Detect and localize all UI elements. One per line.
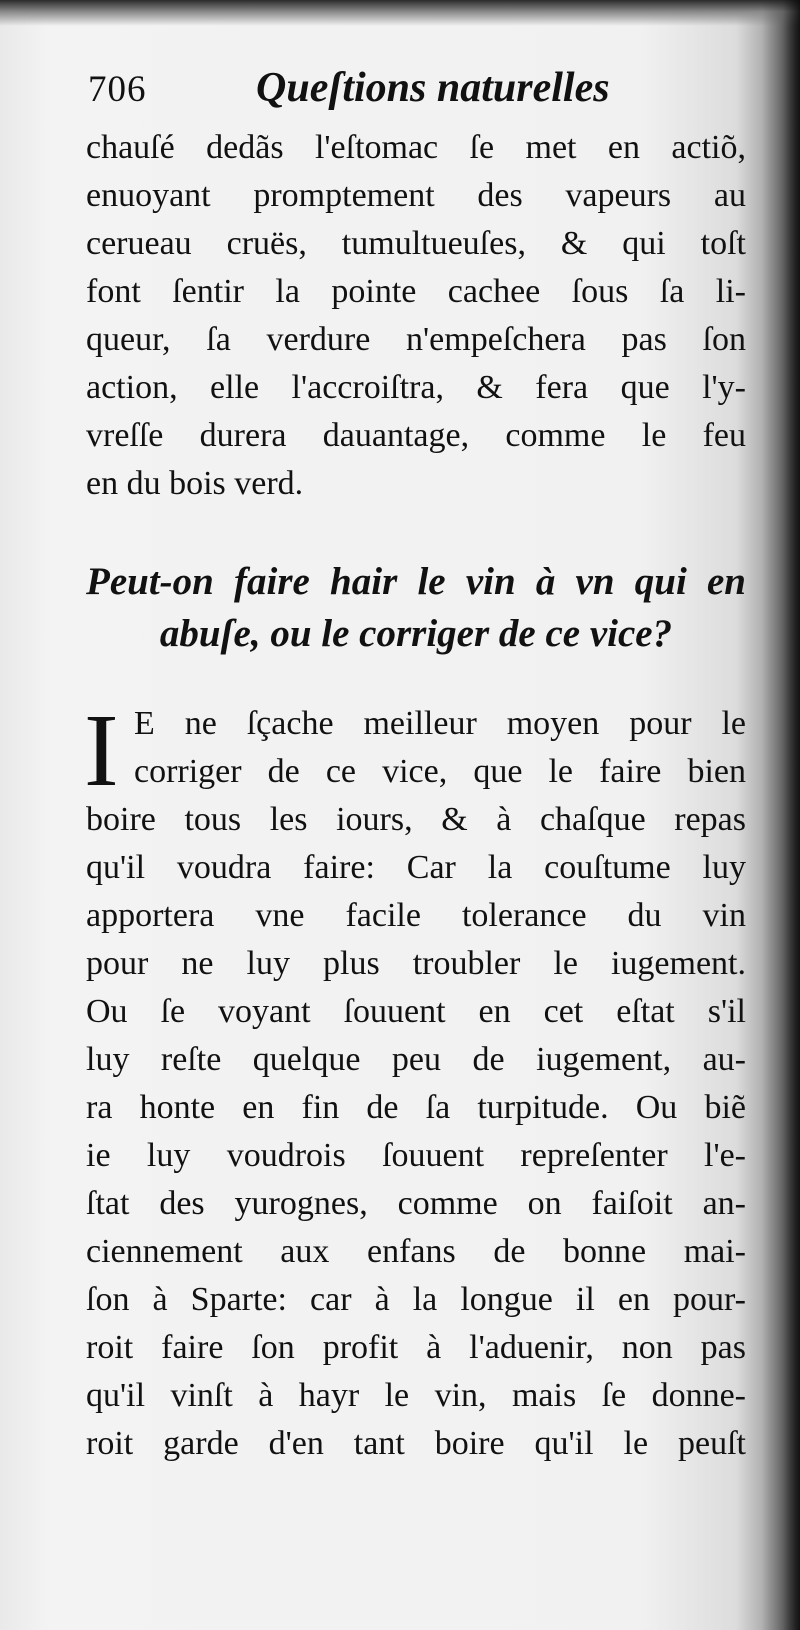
text-line: roit faire ſon profit à l'aduenir, non pas [86, 1329, 746, 1366]
text-line: queur, ſa verdure n'empeſchera pas ſon [86, 321, 746, 358]
text-line: chauſé dedãs l'eſtomac ſe met en actiõ, [86, 129, 746, 166]
text-line: Ou ſe voyant ſouuent en cet eſtat s'il [86, 993, 746, 1030]
text-line: luy reſte quelque peu de iugement, au- [86, 1041, 746, 1078]
text-line: ſon à Sparte: car à la longue il en pour- [86, 1281, 746, 1318]
running-title: Queſtions naturelles [256, 65, 610, 111]
drop-cap: I [84, 693, 119, 808]
intro-paragraph [86, 124, 746, 508]
text-line: qu'il vinſt à hayr le vin, mais ſe donne- [86, 1377, 746, 1414]
text-line: en du bois verd. [86, 465, 304, 502]
text-line: boire tous les iours, & à chaſque repas [86, 801, 746, 838]
page-number: 706 [88, 69, 147, 110]
text-line: E ne ſçache meilleur moyen pour le [134, 705, 746, 742]
page-header [88, 58, 748, 114]
body-paragraph [84, 693, 746, 1468]
section-heading [86, 556, 746, 660]
heading-line: Peut-on faire hair le vin à vn qui en [86, 560, 746, 603]
text-line: ciennement aux enfans de bonne mai- [86, 1233, 746, 1270]
text-line: ra honte en fin de ſa turpitude. Ou biẽ [86, 1089, 746, 1126]
text-line: ſtat des yurognes, comme on faiſoit an- [86, 1185, 746, 1222]
page-gutter-shadow [762, 0, 800, 1630]
text-line: ie luy voudrois ſouuent repreſenter l'e- [86, 1137, 746, 1174]
heading-line: abuſe, ou le corriger de ce vice? [159, 612, 673, 655]
text-line: vreſſe durera dauantage, comme le feu [86, 417, 746, 454]
page-top-shadow [0, 0, 800, 26]
text-line: font ſentir la pointe cachee ſous ſa li- [86, 273, 746, 310]
text-line: cerueau cruës, tumultueuſes, & qui toſt [86, 225, 746, 262]
text-line: action, elle l'accroiſtra, & fera que l'y- [86, 369, 746, 406]
text-line: enuoyant promptement des vapeurs au [86, 177, 746, 214]
text-line: apportera vne facile tolerance du vin [86, 897, 746, 934]
text-line: corriger de ce vice, que le faire bien [134, 753, 746, 790]
text-line: qu'il voudra faire: Car la couſtume luy [86, 849, 746, 886]
text-line: pour ne luy plus troubler le iugement. [86, 945, 746, 982]
text-line: roit garde d'en tant boire qu'il le peuſt [86, 1425, 746, 1462]
